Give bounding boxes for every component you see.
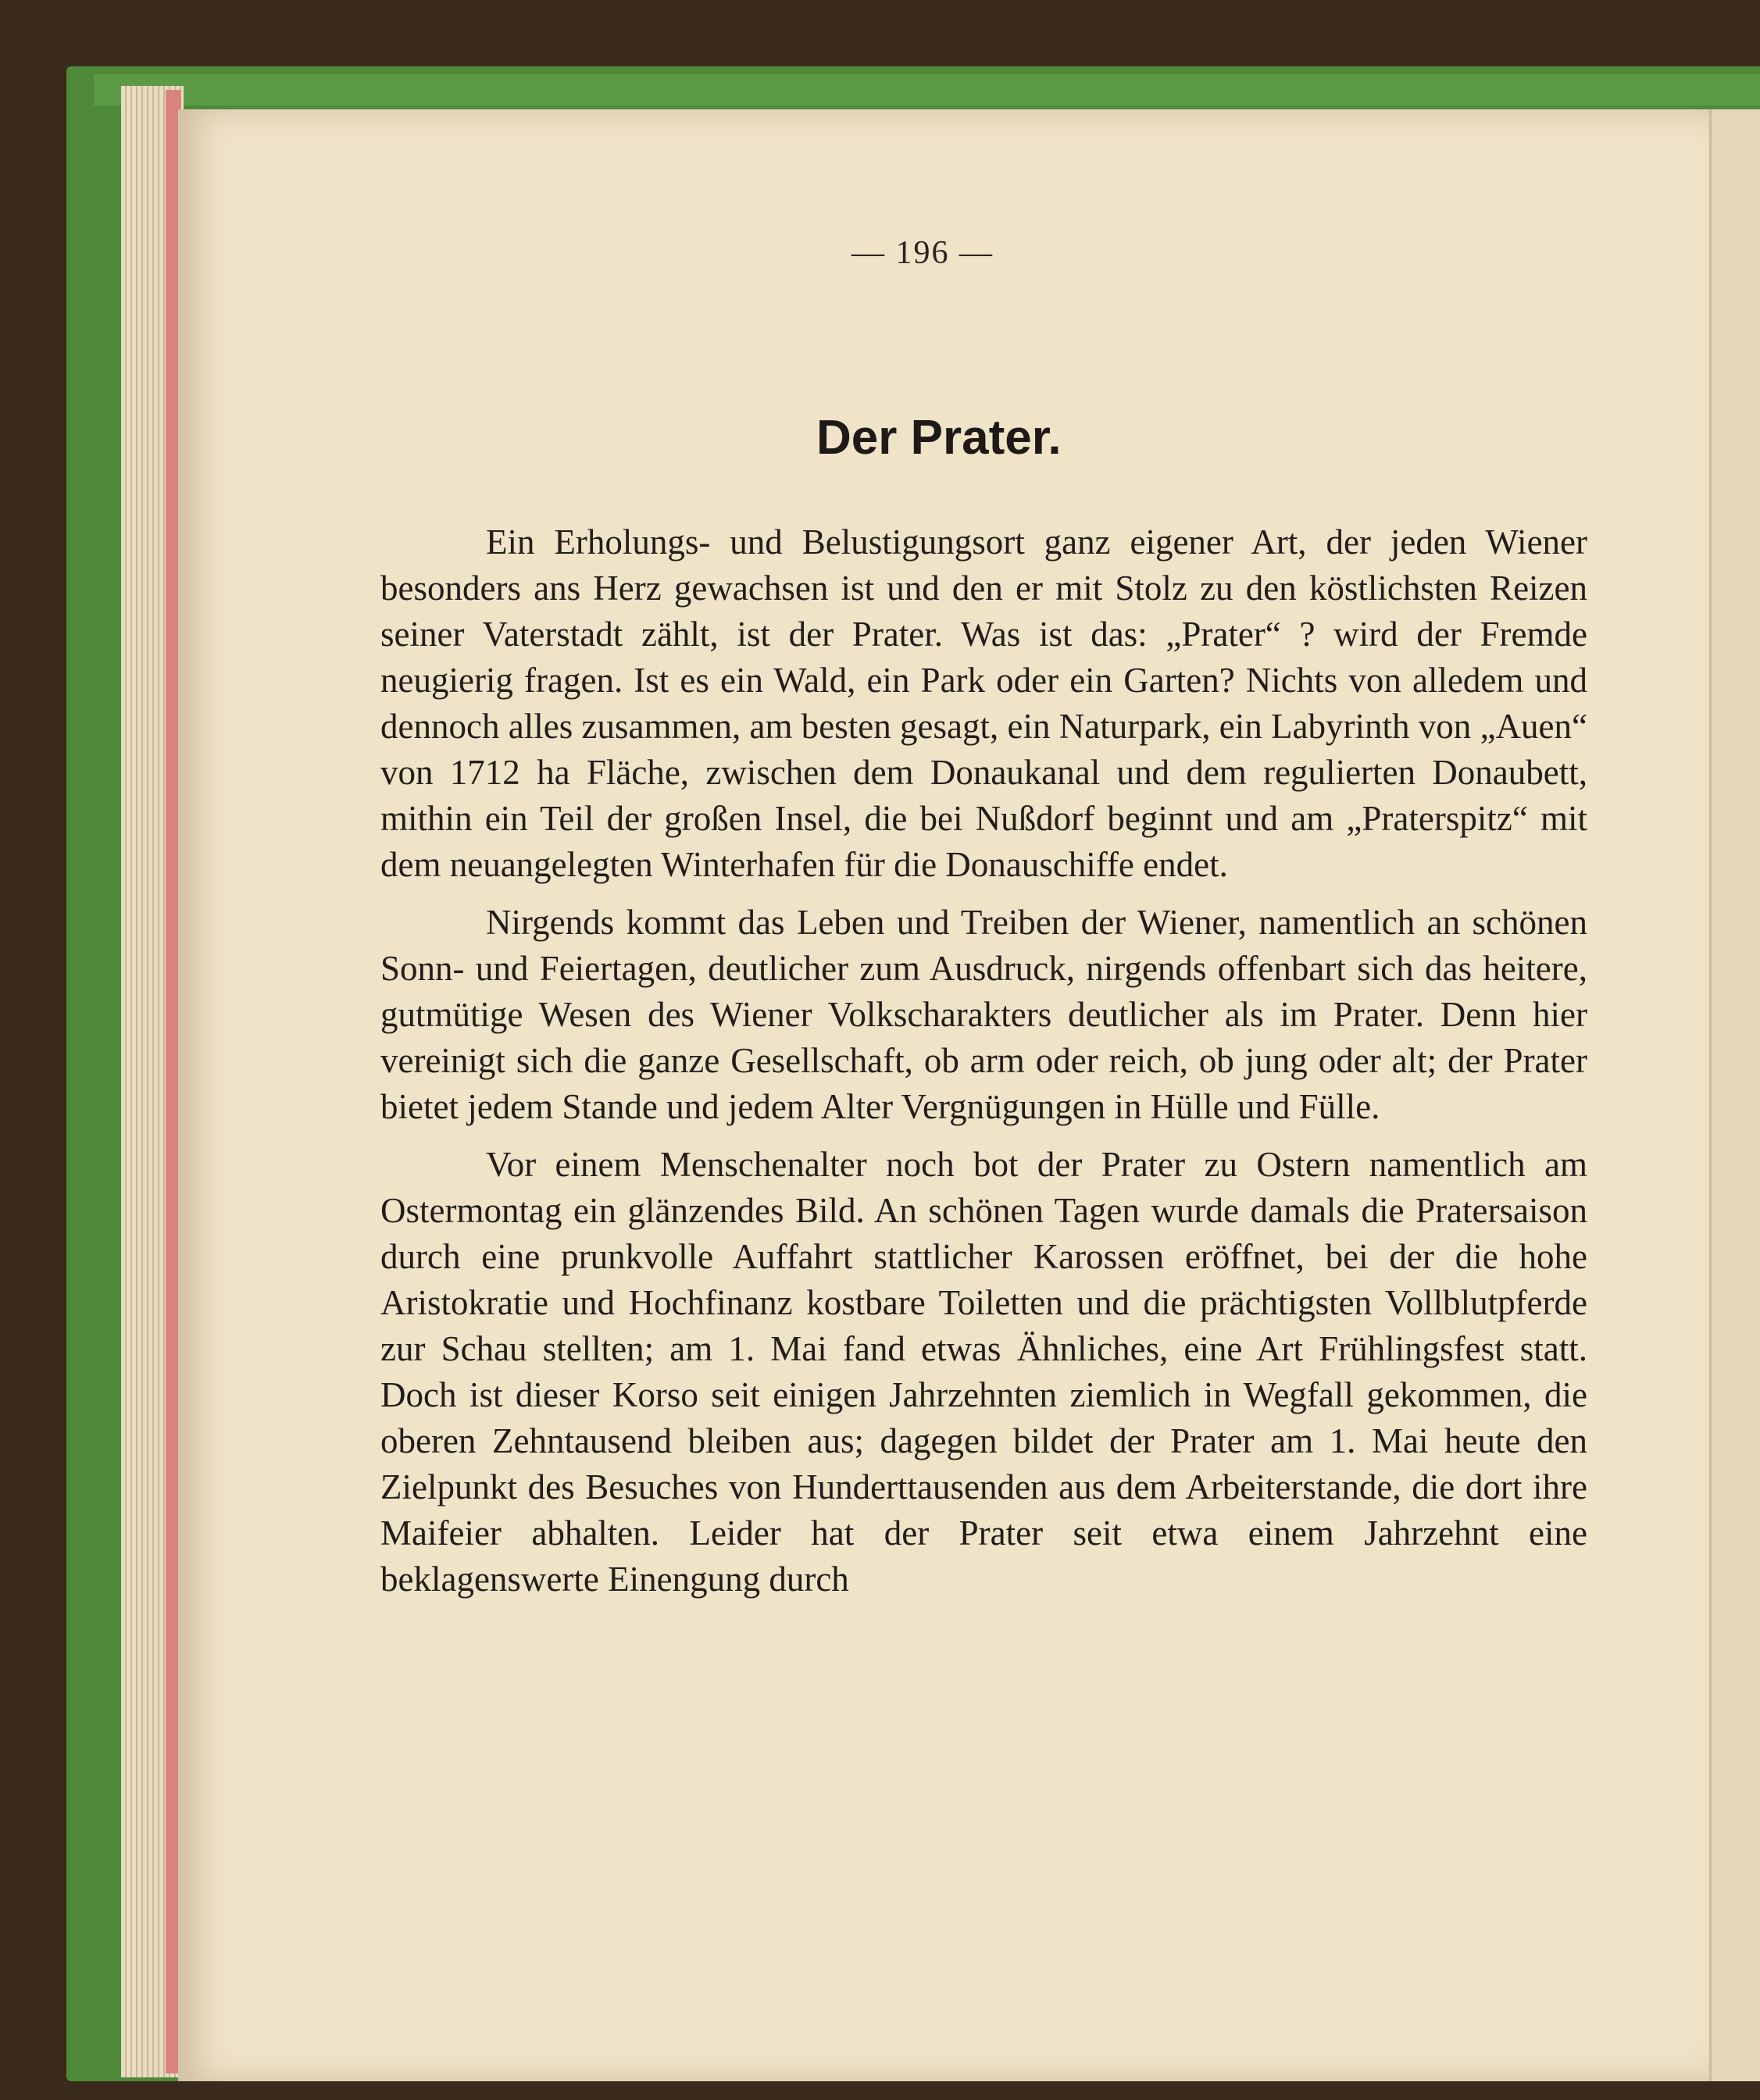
chapter-title: Der Prater. xyxy=(816,411,1062,465)
body-text xyxy=(380,519,1587,1614)
page-number: — 196 — xyxy=(851,235,994,271)
paragraph: Ein Erholungs- und Belustigungsort ganz eigener Art, der jeden Wiener besonders ans Herz gewachsen ist und den er mit Stolz zu den köstlichsten Reizen seiner Vaterstadt zählt, ist der Prater. Was ist das: „Prater“ ? wird der Fremde neugierig fragen. Ist es ein Wald, ein Park oder ein Garten? Nichts von alledem und dennoch alles zusammen, am besten gesagt, ein Naturpark, ein Labyrinth von „Auen“ von 1712 ha Fläche, zwischen dem Donaukanal und dem regulierten Donaubett, mithin ein Teil der großen Insel, die bei Nußdorf beginnt und am „Praterspitz“ mit dem neuangelegten Winterhafen für die Donauschiffe endet. xyxy=(380,522,1587,884)
paragraph: Vor einem Menschenalter noch bot der Prater zu Ostern namentlich am Ostermontag ein glänzendes Bild. An schönen Tagen wurde damals die Pratersaison durch eine prunkvolle Auffahrt stattlicher Karossen eröffnet, bei der die hohe Aristokratie und Hochfinanz kostbare Toiletten und die prächtigsten Vollblutpferde zur Schau stellten; am 1. Mai fand etwas Ähnliches, eine Art Frühlingsfest statt. Doch ist dieser Korso seit einigen Jahrzehnten ziemlich in Wegfall gekommen, die oberen Zehntausend bleiben aus; dagegen bildet der Prater am 1. Mai heute den Zielpunkt des Besuches von Hunderttausenden aus dem Arbeiterstande, die dort ihre Maifeier abhalten. Leider hat der Prater seit etwa einem Jahrzehnt eine beklagenswerte Einengung durch xyxy=(380,1145,1587,1599)
book-cover-top-edge xyxy=(94,74,1760,105)
paragraph: Nirgends kommt das Leben und Treiben der Wiener, namentlich an schönen Sonn- und Feiertagen, deutlicher zum Ausdruck, nirgends offenbart sich das heitere, gutmütige Wesen des Wiener Volkscharakters deutlicher als im Prater. Denn hier vereinigt sich die ganze Gesellschaft, ob arm oder reich, ob jung oder alt; der Prater bietet jedem Stande und jedem Alter Vergnügungen in Hülle und Fülle. xyxy=(380,903,1587,1126)
next-page-edge xyxy=(1709,109,1760,2081)
